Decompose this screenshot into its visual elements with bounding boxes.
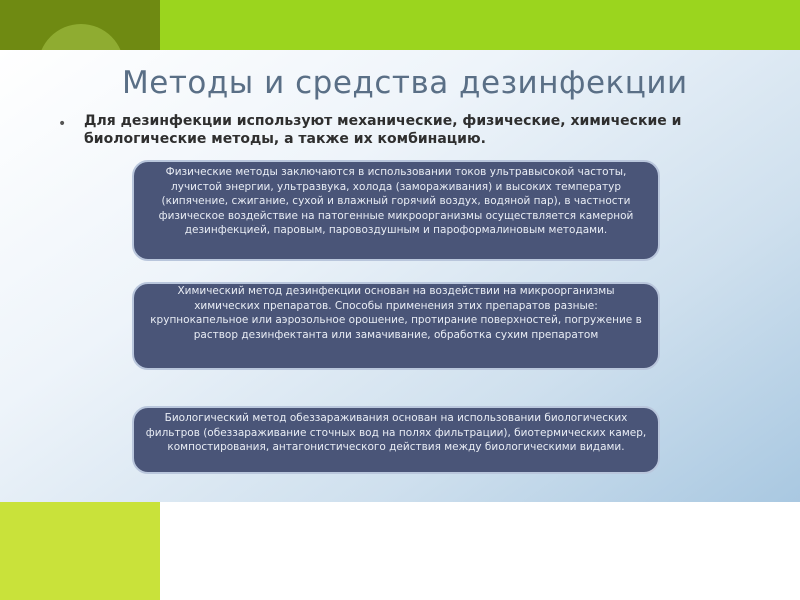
- physical-methods-card: Физические методы заключаются в использовании токов ультравысокой частоты, лучистой энергии, ультразвука, холода (замораживания) и высоких температур (кипячение, сжигание, сухой и влажный горячий воздух, водяной пар), в частности физическое воздействие на патогенные микроорганизмы осуществляется камерной дезинфекцией, паровым, паровоздушным и пароформалиновым методами.: [132, 160, 660, 261]
- slide-title: Методы и средства дезинфекции: [122, 65, 688, 101]
- background-block-green-top: [160, 0, 800, 50]
- biological-method-card: Биологический метод обеззараживания основан на использовании биологических фильтров (обеззараживание сточных вод на полях фильтрации), биотермических камер, компостирования, антагонистического действия между биологическими видами.: [132, 406, 660, 474]
- bullet-icon: •: [58, 116, 67, 132]
- bullet-text: Для дезинфекции используют механические, физические, химические и биологические методы, а также их комбинацию.: [84, 113, 682, 147]
- chemical-method-card: Химический метод дезинфекции основан на воздействии на микроорганизмы химических препаратов. Способы применения этих препаратов разные: крупнокапельное или аэрозольное орошение, протирание поверхностей, погружение в раствор дезинфектанта или замачивание, обработка сухим препаратом: [132, 282, 660, 370]
